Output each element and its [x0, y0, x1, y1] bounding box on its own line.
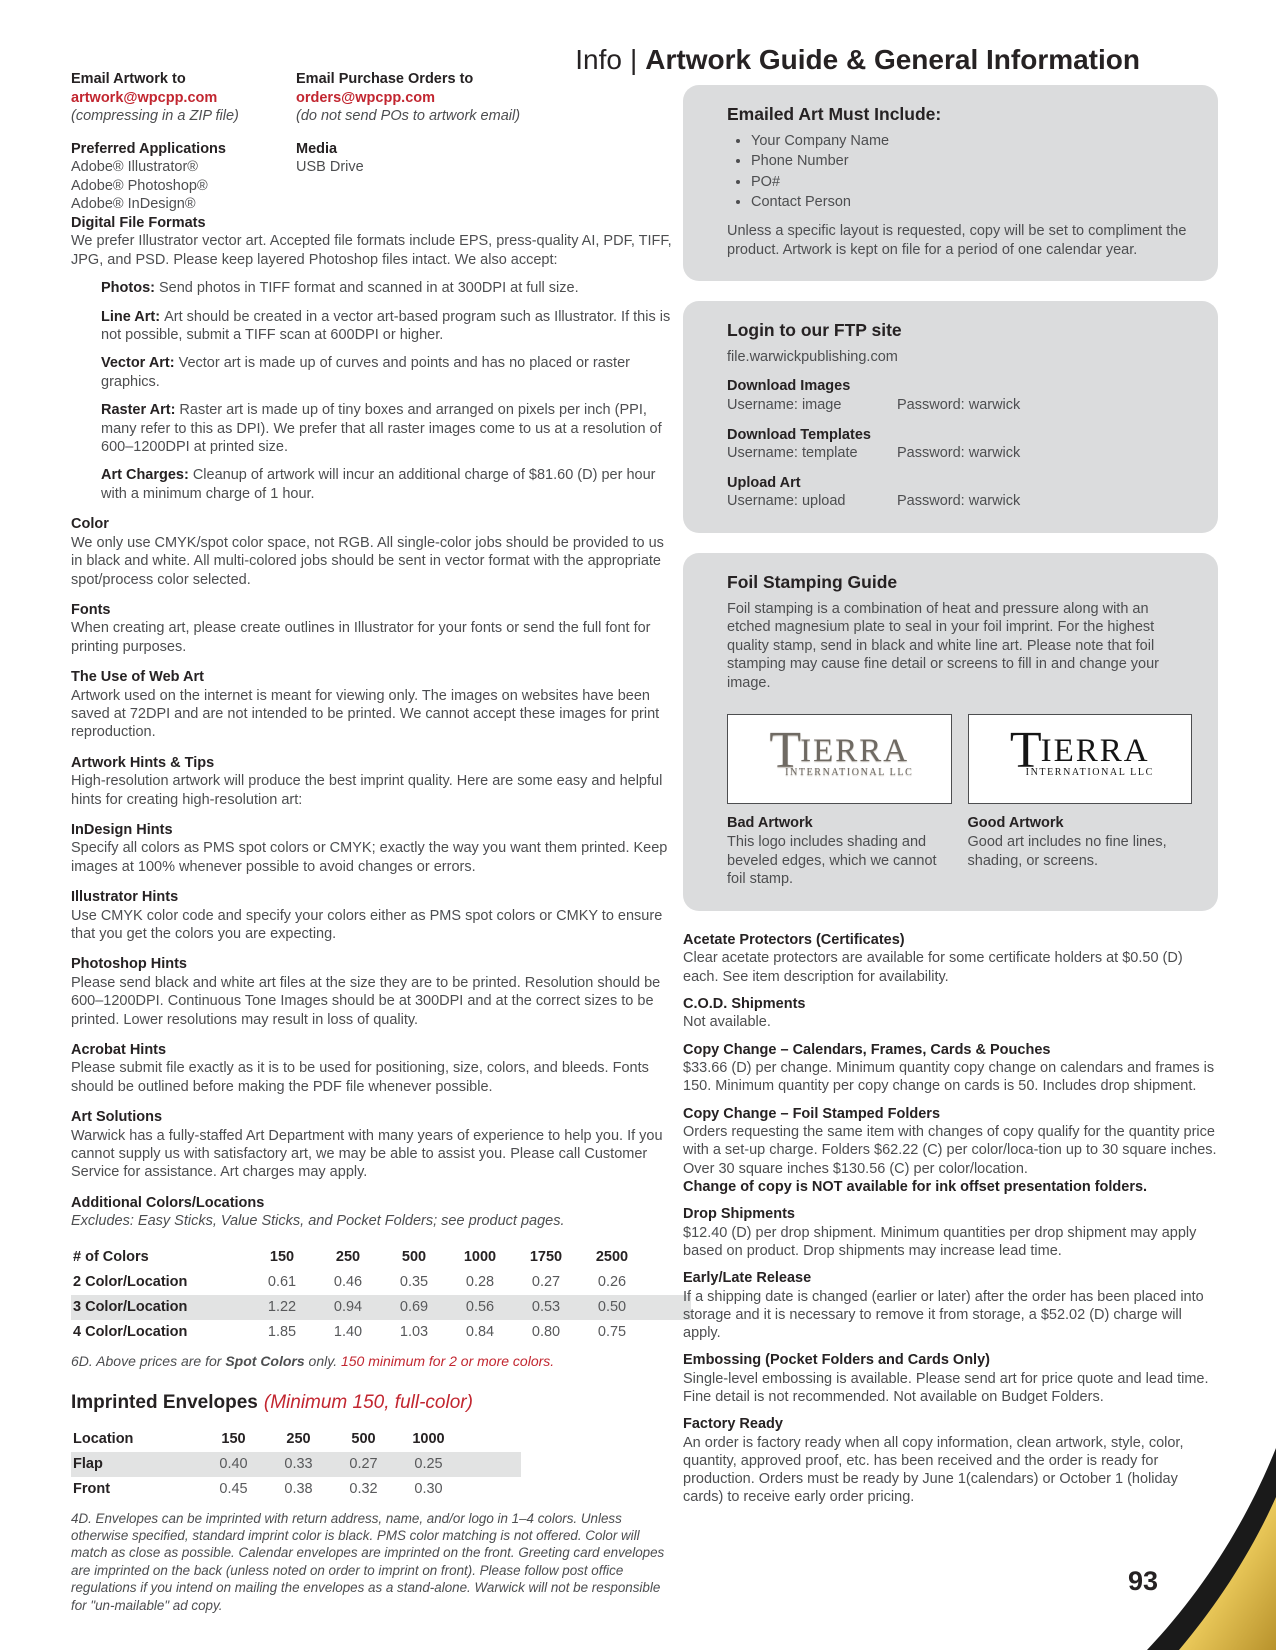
- logo-text: IERRA: [800, 733, 910, 770]
- section-early-late-release: [683, 1269, 1218, 1342]
- media-block: [296, 140, 631, 214]
- box-heading: Login to our FTP site: [727, 320, 902, 341]
- row-label: Flap: [73, 1455, 103, 1472]
- section-heading: Acrobat Hints: [71, 1042, 167, 1059]
- section-indesign-hints: [71, 821, 679, 876]
- sub-item-line-art: [101, 308, 679, 345]
- envelopes-pricing-table: [71, 1427, 679, 1502]
- envelopes-title: Imprinted Envelopes: [71, 1392, 258, 1414]
- section-factory-ready: [683, 1415, 1218, 1506]
- section-body: Use CMYK color code and specify your colors either as PMS spot colors or CMKY to ensure that you get the colors you are expecting.: [71, 907, 663, 942]
- row-label: 2 Color/Location: [73, 1273, 188, 1290]
- example-text: This logo includes shading and beveled edges, which we cannot foil stamp.: [727, 834, 937, 888]
- price-cell: 0.25: [414, 1455, 443, 1472]
- price-cell: 1.03: [399, 1323, 429, 1340]
- sub-item-photos: [101, 279, 679, 297]
- price-cell: 0.33: [284, 1455, 313, 1472]
- section-bold-note: Change of copy is NOT available for ink offset presentation folders.: [683, 1178, 1148, 1195]
- col-header: # of Colors: [73, 1248, 149, 1265]
- price-cell: 0.80: [531, 1323, 561, 1340]
- credential-upload-art: [727, 474, 1192, 511]
- price-cell: 0.26: [597, 1273, 627, 1290]
- table-row: [71, 1320, 691, 1345]
- price-cell: 0.28: [465, 1273, 495, 1290]
- col-header: 1000: [463, 1248, 497, 1265]
- logo-initial: T: [1009, 722, 1044, 780]
- page-title-main: Artwork Guide & General Information: [645, 44, 1140, 75]
- section-photoshop-hints: [71, 955, 679, 1029]
- section-heading: Fonts: [71, 601, 111, 618]
- section-art-solutions: [71, 1108, 679, 1182]
- table-row: [71, 1477, 521, 1502]
- media-item: USB Drive: [296, 159, 364, 175]
- footnote-text: only.: [304, 1352, 341, 1369]
- example-caption: Good Artwork: [967, 815, 1064, 832]
- footnote-red: 150 minimum for 2 or more colors.: [340, 1352, 555, 1369]
- foil-examples: [727, 714, 1192, 888]
- price-cell: 0.32: [349, 1480, 378, 1497]
- price-cell: 0.56: [465, 1298, 495, 1315]
- section-heading: C.O.D. Shipments: [683, 995, 806, 1012]
- price-cell: 0.53: [531, 1298, 561, 1315]
- tierra-logo-good-image: [968, 714, 1193, 804]
- section-heading: Embossing (Pocket Folders and Cards Only): [683, 1352, 990, 1369]
- envelopes-note: (Minimum 150, full-color): [263, 1392, 473, 1414]
- col-header: 1000: [412, 1430, 445, 1447]
- col-header: 500: [401, 1248, 427, 1265]
- tierra-logo-bad-image: [727, 714, 952, 804]
- col-header: 1750: [529, 1248, 563, 1265]
- price-cell: 0.35: [399, 1273, 429, 1290]
- section-acrobat-hints: [71, 1041, 679, 1096]
- section-body: High-resolution artwork will produce the best imprint quality. Here are some easy and helpful hints for creating high-resolution art:: [71, 773, 663, 808]
- preferred-app: Adobe® Photoshop®: [71, 177, 208, 194]
- section-heading: Photoshop Hints: [71, 956, 187, 973]
- section-body: Please send black and white art files at the size they are to be printed. Resolution should be 600–1200DPI. Continuous Tone Images should be at 300DPI and at the correct sizes to be printed. Lower resolutions may result in loss of quality.: [71, 974, 661, 1028]
- section-heading: InDesign Hints: [71, 821, 173, 838]
- price-cell: 0.46: [333, 1273, 363, 1290]
- section-heading: Additional Colors/Locations: [71, 1194, 265, 1211]
- email-orders-label: Email Purchase Orders to: [296, 71, 474, 87]
- example-caption: Bad Artwork: [727, 815, 813, 832]
- envelopes-heading: [71, 1394, 679, 1412]
- logo-subtext: INTERNATIONAL LLC: [785, 767, 914, 779]
- sub-item-text: Send photos in TIFF format and scanned in at 300DPI at full size.: [158, 280, 579, 297]
- logo-subtext: INTERNATIONAL LLC: [1025, 767, 1154, 779]
- credential-label: Upload Art: [727, 474, 801, 491]
- price-cell: 0.45: [219, 1480, 248, 1497]
- section-heading: Acetate Protectors (Certificates): [683, 931, 905, 948]
- col-header: Location: [73, 1430, 134, 1447]
- section-color: [71, 515, 679, 589]
- section-heading: Factory Ready: [683, 1416, 783, 1433]
- bullet-item: • PO#: [751, 173, 1192, 192]
- col-header: 2500: [595, 1248, 629, 1265]
- price-cell: 0.75: [597, 1323, 627, 1340]
- left-column: [71, 214, 679, 1614]
- price-cell: 0.40: [219, 1455, 248, 1472]
- section-body: Please submit file exactly as it is to be used for positioning, size, colors, and bleeds. Fonts should be outlined before making the PDF file whenever possible.: [71, 1060, 649, 1095]
- emailed-art-bullet-list: [727, 132, 1192, 212]
- email-artwork-note: (compressing in a ZIP file): [71, 108, 239, 124]
- sub-item-label: Art Charges:: [101, 467, 189, 484]
- credential-password: Password: warwick: [897, 396, 1021, 413]
- credential-username: Username: image: [727, 396, 842, 413]
- section-heading: Art Solutions: [71, 1109, 163, 1126]
- table-row: [71, 1270, 691, 1295]
- section-copy-change-calendars: [683, 1041, 1218, 1096]
- example-text: Good art includes no fine lines, shading, or screens.: [967, 834, 1167, 869]
- title-separator: |: [629, 44, 638, 75]
- table-header-row: [71, 1427, 521, 1452]
- col-header: 250: [286, 1430, 311, 1447]
- sub-item-label: Raster Art:: [101, 402, 176, 419]
- page-title-prefix: Info: [575, 44, 622, 75]
- price-cell: 0.61: [267, 1273, 297, 1290]
- section-body: We prefer Illustrator vector art. Accepted file formats include EPS, press-quality AI, PDF, TIFF, JPG, and PSD. Please keep layered Photoshop files intact. We also accept:: [71, 233, 672, 268]
- section-additional-colors: [71, 1194, 679, 1231]
- section-illustrator-hints: [71, 888, 679, 943]
- footnote-text: 6D. Above prices are for: [71, 1352, 226, 1369]
- table-header-row: [71, 1245, 691, 1270]
- price-cell: 0.30: [414, 1480, 443, 1497]
- section-body: Specify all colors as PMS spot colors or CMYK; exactly the way you want them printed. Keep images at 100% whenever possible to avoid changes or errors.: [71, 840, 668, 875]
- credential-username: Username: template: [727, 445, 858, 462]
- row-label: Front: [73, 1480, 111, 1497]
- orders-email-link[interactable]: orders@wpcpp.com: [296, 89, 436, 106]
- credential-username: Username: upload: [727, 493, 846, 510]
- sub-item-text: Raster art is made up of tiny boxes and arranged on pixels per inch (PPI, many refer to this as DPI). We prefer that all raster images come to us at a resolution of 600–1200DPI at printed size.: [101, 402, 662, 456]
- section-heading: The Use of Web Art: [71, 669, 204, 686]
- section-body: Artwork used on the internet is meant for viewing only. The images on websites have been saved at 72DPI and are not intended to be printed. We cannot accept these images for print reproduction.: [71, 687, 660, 741]
- price-cell: 0.69: [399, 1298, 429, 1315]
- section-heading: Illustrator Hints: [71, 889, 179, 906]
- price-cell: 0.38: [284, 1480, 313, 1497]
- section-body: $33.66 (D) per change. Minimum quantity copy change on calendars and frames is 150. Minimum quantity per copy change on cards is 50. Includes drop shipment.: [683, 1060, 1215, 1095]
- preferred-apps-block: [71, 140, 296, 214]
- sub-item-text: Cleanup of artwork will incur an additional charge of $81.60 (D) per hour with a minimum charge of 1 hour.: [101, 467, 656, 502]
- email-artwork-block: [71, 70, 296, 126]
- section-copy-change-foil: [683, 1105, 1218, 1196]
- row-label: 3 Color/Location: [73, 1298, 188, 1315]
- section-heading: Copy Change – Foil Stamped Folders: [683, 1105, 941, 1122]
- bullet-item: • Contact Person: [751, 193, 1192, 212]
- envelopes-footnote: 4D. Envelopes can be imprinted with return address, name, and/or logo in 1–4 colors. Unless otherwise specified, standard imprint color is black. PMS color matching is not offered. Color will match as close as possible. Calendar envelopes are imprinted on the front. Greeting card envelopes are imprinted on the back (unless noted on order to imprint on front). Please follow post office regulations if you intend on mailing the envelopes as a stand-alone. Warwick will not be responsible for "un-mailable" ad copy.: [71, 1510, 665, 1613]
- sub-item-art-charges: [101, 466, 679, 503]
- section-body: $12.40 (D) per drop shipment. Minimum quantities per drop shipment may apply based on product. Drop shipments may increase lead time.: [683, 1224, 1197, 1259]
- email-artwork-label: Email Artwork to: [71, 71, 186, 87]
- section-body: Warwick has a fully-staffed Art Department with many years of experience to help you. If you cannot supply us with satisfactory art, we may be able to assist you. Please call Customer Service for assistance. Art charges may apply.: [71, 1127, 663, 1181]
- page-title: [575, 44, 1140, 76]
- credential-download-images: [727, 377, 1192, 414]
- section-digital-file-formats: [71, 214, 679, 269]
- sub-item-label: Photos:: [101, 280, 155, 297]
- section-artwork-hints: [71, 754, 679, 809]
- sub-item-raster-art: [101, 401, 679, 456]
- section-body: An order is factory ready when all copy information, clean artwork, style, color, quantity, approved proof, etc. has been received and the order is ready for production. Orders must be ready by June 1(calendars) or October 1 (holiday cards) to receive early order pricing.: [683, 1434, 1184, 1506]
- sub-item-label: Vector Art:: [101, 355, 175, 372]
- credential-download-templates: [727, 426, 1192, 463]
- section-body: Not available.: [683, 1014, 771, 1031]
- contact-info-block: [71, 70, 631, 214]
- bullet-item: • Phone Number: [751, 152, 1192, 171]
- col-header: 250: [335, 1248, 361, 1265]
- section-drop-shipments: [683, 1205, 1218, 1260]
- section-note: Excludes: Easy Sticks, Value Sticks, and Pocket Folders; see product pages.: [71, 1213, 565, 1230]
- emailed-art-box: [683, 85, 1218, 281]
- credential-password: Password: warwick: [897, 445, 1021, 462]
- logo-text: IERRA: [1040, 733, 1150, 770]
- ftp-url-link[interactable]: file.warwickpublishing.com: [727, 348, 898, 365]
- sub-item-vector-art: [101, 354, 679, 391]
- foil-stamping-box: [683, 553, 1218, 911]
- section-cod-shipments: [683, 995, 1218, 1032]
- colors-table-footnote: [71, 1352, 679, 1370]
- table-row: [71, 1295, 691, 1320]
- row-label: 4 Color/Location: [73, 1323, 188, 1340]
- credential-label: Download Images: [727, 378, 851, 395]
- artwork-email-link[interactable]: artwork@wpcpp.com: [71, 89, 218, 106]
- box-heading: Emailed Art Must Include:: [727, 104, 942, 124]
- section-body: When creating art, please create outlines in Illustrator for your fonts or send the full font for printing purposes.: [71, 620, 651, 655]
- preferred-app: Adobe® Illustrator®: [71, 159, 198, 175]
- col-header: 150: [269, 1248, 295, 1265]
- colors-pricing-table: [71, 1245, 679, 1345]
- box-body: Unless a specific layout is requested, copy will be set to compliment the product. Artwork is kept on file for a period of one calendar year.: [727, 222, 1187, 258]
- email-orders-block: [296, 70, 631, 126]
- sub-item-text: Vector art is made up of curves and points and has no placed or raster graphics.: [101, 355, 630, 390]
- logo-initial: T: [769, 722, 804, 780]
- section-body: Single-level embossing is available. Please send art for price quote and lead time. Fine detail is not recommended. Not available on Budget Folders.: [683, 1370, 1209, 1406]
- good-artwork-example: [968, 714, 1193, 888]
- section-embossing: [683, 1351, 1218, 1406]
- corner-swoosh-decoration: [1141, 1445, 1276, 1650]
- price-cell: 0.50: [597, 1298, 627, 1315]
- bullet-item: • Your Company Name: [751, 132, 1192, 151]
- section-body: Clear acetate protectors are available for some certificate holders at $0.50 (D) each. See item description for availability.: [683, 950, 1183, 985]
- price-cell: 1.22: [267, 1298, 297, 1315]
- ftp-login-box: [683, 301, 1218, 533]
- section-acetate-protectors: [683, 931, 1218, 986]
- email-orders-note: (do not send POs to artwork email): [296, 108, 521, 124]
- section-fonts: [71, 601, 679, 656]
- box-heading: Foil Stamping Guide: [727, 571, 898, 592]
- page-number: 93: [1128, 1566, 1159, 1596]
- bad-artwork-example: [727, 714, 952, 888]
- price-cell: 0.27: [531, 1273, 561, 1290]
- section-heading: Artwork Hints & Tips: [71, 754, 215, 771]
- price-cell: 1.40: [333, 1323, 363, 1340]
- media-label: Media: [296, 140, 338, 157]
- col-header: 500: [351, 1430, 376, 1447]
- section-heading: Digital File Formats: [71, 215, 206, 231]
- section-web-art: [71, 668, 679, 742]
- footnote-bold: Spot Colors: [225, 1352, 305, 1369]
- preferred-apps-label: Preferred Applications: [71, 140, 226, 157]
- section-heading: Copy Change – Calendars, Frames, Cards & Pouches: [683, 1041, 1051, 1058]
- section-heading: Color: [71, 516, 109, 533]
- section-body: We only use CMYK/spot color space, not RGB. All single-color jobs should be provided to us in black and white. All multi-colored jobs should be sent in vector format with the appropriate spot/process color selected.: [71, 534, 664, 588]
- sub-item-label: Line Art:: [101, 308, 161, 325]
- credential-password: Password: warwick: [897, 493, 1021, 510]
- section-body: If a shipping date is changed (earlier or later) after the order has been placed into storage and it is necessary to remove it from storage, a $52.02 (D) charge will apply.: [683, 1288, 1204, 1342]
- sub-item-text: Art should be created in a vector art-based program such as Illustrator. If this is not possible, submit a TIFF scan at 600DPI or higher.: [101, 308, 671, 344]
- col-header: 150: [221, 1430, 246, 1447]
- table-row: [71, 1452, 521, 1477]
- price-cell: 1.85: [267, 1323, 297, 1340]
- right-column: [683, 85, 1218, 1516]
- section-body: Orders requesting the same item with changes of copy qualify for the quantity price with a set-up charge. Folders $62.22 (C) per color/loca-tion up to 30 square inches. Over 30 square inches $130.56 (C) per color/location.: [683, 1124, 1217, 1177]
- preferred-app: Adobe® InDesign®: [71, 196, 196, 212]
- section-heading: Early/Late Release: [683, 1270, 812, 1287]
- price-cell: 0.27: [349, 1455, 378, 1472]
- price-cell: 0.94: [333, 1298, 363, 1315]
- box-body: Foil stamping is a combination of heat and pressure along with an etched magnesium plate to seal in your foil imprint. For the highest quality stamp, send in black and white line art. Please note that foil stamping may cause fine detail or screens to fill in and change your image.: [727, 600, 1160, 691]
- credential-label: Download Templates: [727, 426, 871, 443]
- section-heading: Drop Shipments: [683, 1206, 795, 1223]
- price-cell: 0.84: [465, 1323, 495, 1340]
